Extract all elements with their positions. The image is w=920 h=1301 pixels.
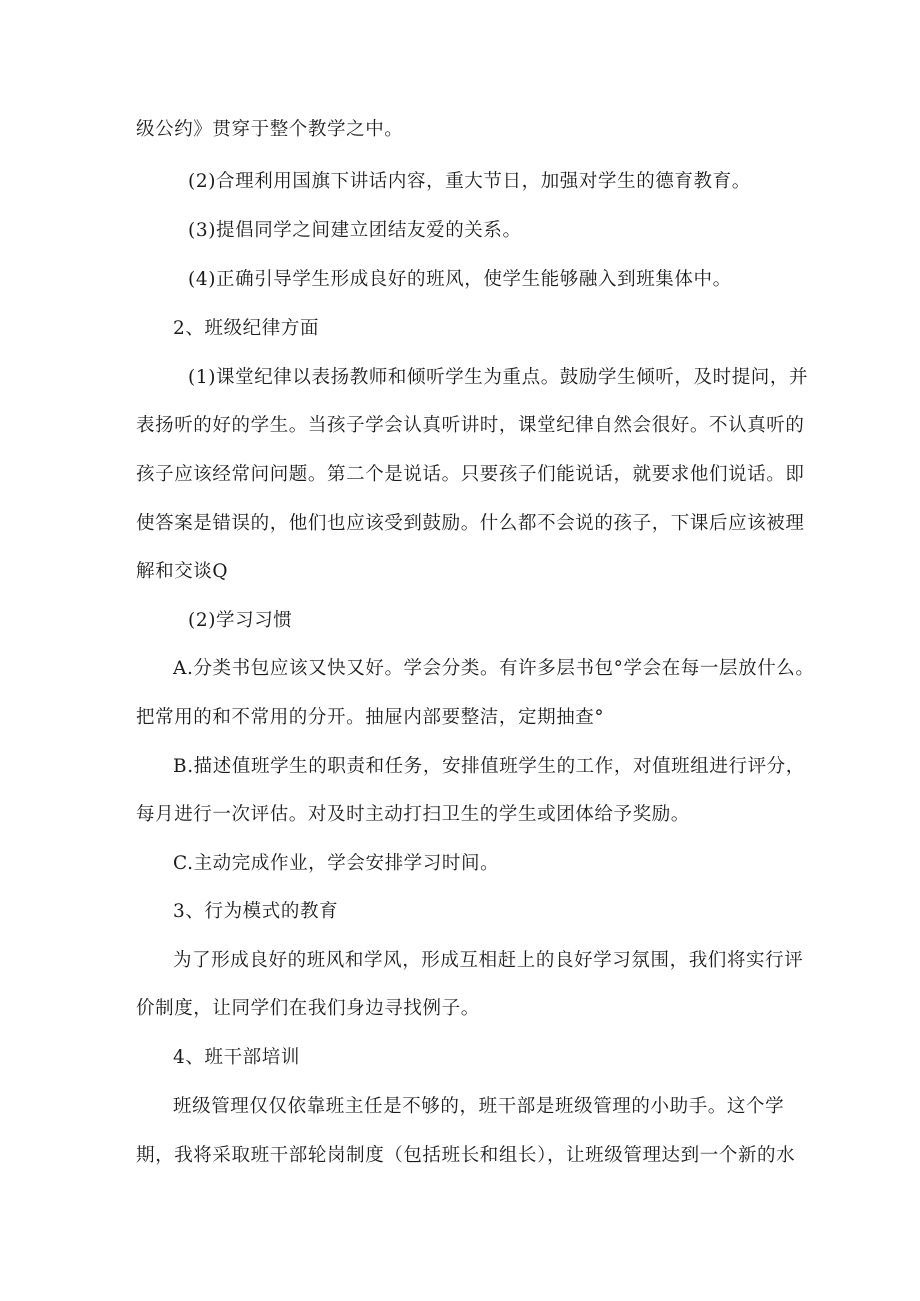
text-line: 班级管理仅仅依靠班主任是不够的，班干部是班级管理的小助手。这个学	[173, 1096, 785, 1117]
text-line: 每月进行一次评估。对及时主动打扫卫生的学生或团体给予奖励。	[136, 804, 690, 825]
text-line: 使答案是错误的，他们也应该受到鼓励。什么都不会说的孩子，下课后应该被理	[136, 513, 805, 534]
text-line: (3)提倡同学之间建立团结友爱的关系。	[188, 220, 522, 241]
text-line: (2)学习习惯	[188, 610, 293, 631]
section-heading: 3、行为模式的教育	[173, 901, 339, 922]
text-line: 表扬听的好的学生。当孩子学会认真听讲时，课堂纪律自然会很好。不认真听的	[136, 415, 805, 436]
text-line: (1)课堂纪律以表扬教师和倾听学生为重点。鼓励学生倾听，及时提问，并	[188, 367, 809, 388]
text-line: (4)正确引导学生形成良好的班风，使学生能够融入到班集体中。	[188, 269, 732, 290]
text-line: 价制度，让同学们在我们身边寻找例子。	[136, 998, 480, 1019]
text-line: (2)合理利用国旗下讲话内容，重大节日，加强对学生的德育教育。	[188, 171, 751, 192]
section-heading: 2、班级纪律方面	[173, 318, 320, 339]
text-line: 期，我将采取班干部轮岗制度（包括班长和组长），让班级管理达到一个新的水	[136, 1145, 796, 1166]
section-heading: 4、班干部培训	[173, 1047, 300, 1068]
text-line: B.描述值班学生的职责和任务，安排值班学生的工作，对值班组进行评分，	[173, 756, 805, 777]
text-line: C.主动完成作业，学会安排学习时间。	[173, 853, 500, 874]
text-line: 解和交谈Q	[136, 561, 229, 582]
text-line: 为了形成良好的班风和学风，形成互相赶上的良好学习氛围，我们将实行评	[173, 950, 804, 971]
text-line: 把常用的和不常用的分开。抽屉内部要整洁，定期抽查°	[136, 707, 605, 728]
text-line: 级公约》贯穿于整个教学之中。	[136, 119, 404, 140]
text-line: A.分类书包应该又快又好。学会分类。有许多层书包°学会在每一层放什么。	[173, 658, 815, 679]
text-line: 孩子应该经常问问题。第二个是说话。只要孩子们能说话，就要求他们说话。即	[136, 464, 805, 485]
